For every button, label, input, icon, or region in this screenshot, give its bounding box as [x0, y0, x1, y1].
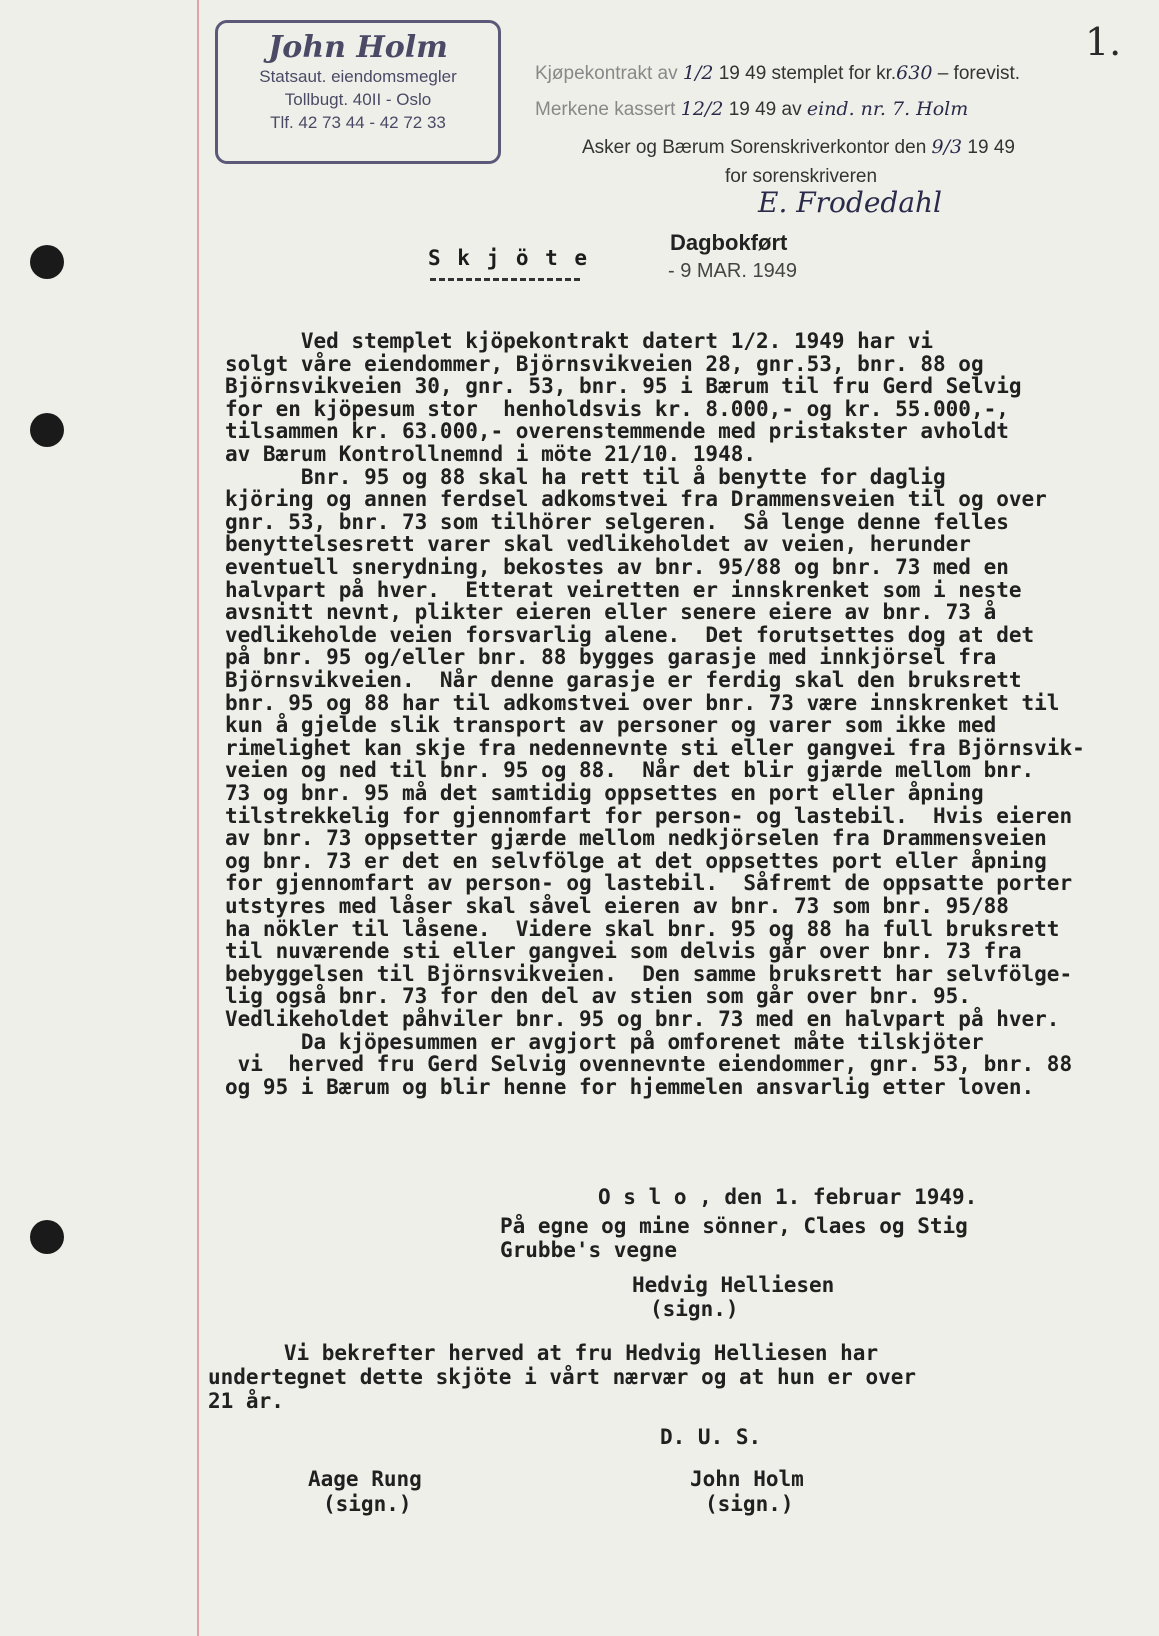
body-line: Da kjöpesummen er avgjort på omforenet måte tilskjöter — [225, 1029, 984, 1054]
body-line: avsnitt nevnt, plikter eieren eller senere eiere av bnr. 73 å — [225, 600, 997, 625]
witness-name: Aage Rung — [308, 1467, 422, 1491]
registration-line-1: Kjøpekontrakt av 1/2 19 49 stemplet for kr.630 – forevist. — [535, 62, 1021, 84]
body-line: til nuværende sti eller gangvei som delvis går over bnr. 73 fra — [225, 939, 1022, 964]
body-line: gnr. 53, bnr. 73 som tilhörer selgeren. Så lenge denne felles — [225, 509, 1009, 534]
witness-statement-line: undertegnet dette skjöte i vårt nærvær og at hun er over — [208, 1365, 917, 1389]
body-line: av bnr. 73 oppsetter gjærde mellom nedkjörselen fra Drammensveien — [225, 826, 1047, 851]
body-line: kun å gjelde slik transport av personer og varer som ikke med — [225, 713, 997, 738]
margin-rule — [197, 0, 199, 1636]
body-line: vi herved fru Gerd Selvig ovennevnte eiendommer, gnr. 53, bnr. 88 — [225, 1052, 1073, 1077]
registration-line-2: Merkene kassert 12/2 19 49 av eind. nr. 7. Holm — [535, 98, 969, 120]
stamp-name: John Holm — [268, 30, 448, 65]
title-underline — [430, 278, 580, 281]
witness-name: John Holm — [690, 1467, 804, 1491]
behalf-line: På egne og mine sönner, Claes og Stig — [500, 1214, 968, 1238]
punch-hole — [30, 413, 64, 447]
body-line: solgt våre eiendommer, Björnsvikveien 28, gnr.53, bnr. 88 og — [225, 351, 984, 376]
body-line: ha nökler til låsene. Videre skal bnr. 95 og 88 ha full bruksrett — [225, 916, 1060, 941]
registration-line-3: Asker og Bærum Sorenskriverkontor den 9/3 19 49 — [582, 136, 1015, 158]
body-line: av Bærum Kontrollnemnd i möte 21/10. 1948. — [225, 442, 757, 466]
body-line: på bnr. 95 og/eller bnr. 88 bygges garasje med innkjörsel fra — [225, 645, 997, 670]
dus-label: D. U. S. — [660, 1425, 762, 1449]
dagbok-stamp-date: - 9 MAR. 1949 — [668, 260, 797, 282]
body-line: 73 og bnr. 95 må det samtidig oppsettes en port eller åpning — [225, 781, 984, 805]
body-line: vedlikeholde veien forsvarlig alene. Det forutsettes dog at det — [225, 622, 1035, 647]
stamp-line: Statsaut. eiendomsmegler — [259, 67, 457, 86]
body-line: for en kjöpesum stor henholdsvis kr. 8.000,- og kr. 55.000,-, — [225, 396, 1009, 421]
body-line: bnr. 95 og 88 har til adkomstvei over bnr. 73 være innskrenket til — [225, 690, 1060, 715]
document-title: S k j ö t e — [428, 246, 590, 270]
body-line: bebyggelsen til Björnsvikveien. Den samme bruksrett har selvfölge- — [225, 961, 1073, 986]
body-line: Ved stemplet kjöpekontrakt datert 1/2. 1949 har vi — [225, 329, 934, 353]
stamp-line: Tollbugt. 40II - Oslo — [284, 90, 432, 109]
stamp-line: Tlf. 42 73 44 - 42 72 33 — [270, 113, 446, 132]
witness-sign: (sign.) — [323, 1492, 412, 1516]
witness-sign: (sign.) — [705, 1492, 794, 1516]
body-line: Bnr. 95 og 88 skal ha rett til å benytte for daglig — [225, 464, 946, 489]
body-line: Vedlikeholdet påhviler bnr. 95 og bnr. 73 med en halvpart på hver. — [225, 1007, 1060, 1031]
signer-name: Hedvig Helliesen — [632, 1273, 835, 1297]
witness-statement-line: Vi bekrefter herved at fru Hedvig Helliesen har — [208, 1341, 879, 1365]
body-line: tilstrekkelig for gjennomfart for person- og lastebil. Hvis eieren — [225, 803, 1073, 828]
dagbok-stamp-title: Dagbokført — [670, 230, 788, 255]
punch-hole — [30, 1220, 64, 1254]
registration-line-4: for sorenskriveren — [725, 166, 878, 187]
body-line: halvpart på hver. Etterat veiretten er innskrenket som i neste — [225, 577, 1022, 602]
punch-hole — [30, 245, 64, 279]
body-line: eventuell snerydning, bekostes av bnr. 95/88 og bnr. 73 med en — [225, 555, 1009, 579]
agent-stamp — [215, 20, 501, 164]
body-line: for gjennomfart av person- og lastebil. Såfremt de oppsatte porter — [225, 871, 1073, 896]
body-line: utstyres med låser skal såvel eieren av bnr. 73 som bnr. 95/88 — [225, 894, 1009, 918]
body-line: og bnr. 73 er det en selvfölge at det oppsettes port eller åpning — [225, 848, 1047, 873]
body-line: og 95 i Bærum og blir henne for hjemmelen ansvarlig etter loven. — [225, 1074, 1035, 1099]
body-line: Björnsvikveien 30, gnr. 53, bnr. 95 i Bærum til fru Gerd Selvig — [225, 374, 1022, 399]
body-line: kjöring og annen ferdsel adkomstvei fra Drammensveien til og over — [225, 487, 1047, 512]
body-line: benyttelsesrett varer skal vedlikeholdet av veien, herunder — [225, 532, 971, 557]
body-line: veien og ned til bnr. 95 og 88. Når det blir gjærde mellom bnr. — [225, 758, 1035, 783]
body-line: Björnsvikveien. Når denne garasje er ferdig skal den bruksrett — [225, 668, 1022, 692]
body-line: rimelighet kan skje fra nedennevnte sti eller gangvei fra Björnsvik- — [225, 735, 1085, 760]
body-line: lig også bnr. 73 for den del av stien som går over bnr. 95. — [225, 984, 971, 1009]
witness-statement-line: 21 år. — [208, 1389, 284, 1413]
registrar-signature: E. Frodedahl — [758, 186, 943, 219]
behalf-line: Grubbe's vegne — [500, 1238, 678, 1262]
signer-sign: (sign.) — [650, 1297, 739, 1321]
page-number: 1. — [1085, 20, 1122, 64]
place-date: O s l o , den 1. februar 1949. — [598, 1185, 978, 1209]
body-line: tilsammen kr. 63.000,- overenstemmende med pristakster avholdt — [225, 419, 1009, 444]
